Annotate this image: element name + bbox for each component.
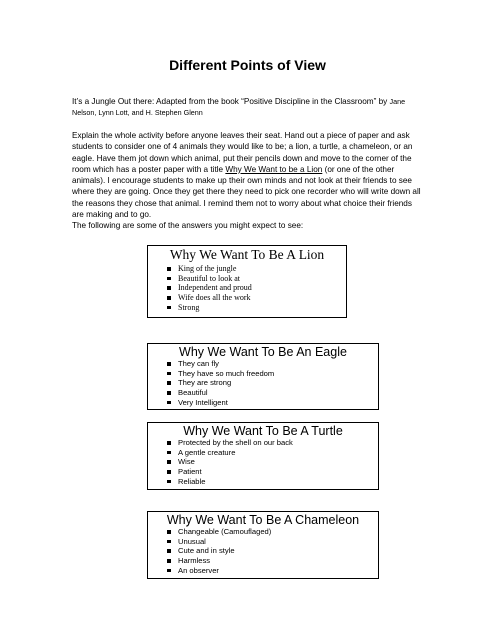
list-item: They are strong [165, 378, 274, 388]
list-item: Very Intelligent [165, 398, 274, 408]
list-item: Reliable [165, 477, 293, 487]
turtle-reasons-list [165, 438, 293, 487]
source-text: It’s a Jungle Out there: Adapted from the book “Positive Discipline in the Classroom” by [72, 97, 388, 106]
instructions-underlined-title: Why We Want to be a Lion [225, 164, 323, 174]
page-title: Different Points of View [169, 57, 326, 73]
list-item: A gentle creature [165, 448, 293, 458]
instructions-text-after: (or one of the other animals). I encourage students to make up their own minds and not look at their friends to see where they are going. Once they get there they need to pick one recorder who will write down all the reasons they chose that animal. I remind them not to worry about what choice their friends are making and to go. [72, 164, 421, 220]
list-item: Wife does all the work [165, 293, 252, 303]
source-authors: Jane Nelson, Lynn Lott, and H. Stephen Glenn [72, 97, 406, 118]
eagle-reasons-list [165, 359, 274, 408]
list-item: King of the jungle [165, 264, 252, 274]
list-item: Harmless [165, 556, 271, 566]
chameleon-box [147, 511, 379, 579]
chameleon-box-title: Why We Want To Be A Chameleon [166, 513, 360, 527]
instructions-closing: The following are some of the answers you might expect to see: [72, 221, 304, 231]
list-item: Unusual [165, 537, 271, 547]
list-item: Beautiful to look at [165, 274, 252, 284]
chameleon-reasons-list [165, 527, 271, 576]
list-item: Wise [165, 457, 293, 467]
list-item: Protected by the shell on our back [165, 438, 293, 448]
list-item: Changeable (Camouflaged) [165, 527, 271, 537]
eagle-box [147, 343, 379, 410]
list-item: Cute and in style [165, 546, 271, 556]
turtle-box [147, 422, 379, 490]
list-item: They have so much freedom [165, 369, 274, 379]
instructions-paragraph [72, 130, 424, 232]
turtle-box-title: Why We Want To Be A Turtle [183, 424, 343, 438]
list-item: Strong [165, 303, 252, 313]
list-item: They can fly [165, 359, 274, 369]
lion-reasons-list [165, 264, 252, 313]
lion-box-title: Why We Want To Be A Lion [169, 247, 325, 262]
instructions-text-before: Explain the whole activity before anyone leaves their seat. Hand out a piece of paper and ask students to consider one of 4 animals they would like to be; a lion, a turtle, a chameleon, or an eagle. Have them jot down which animal, put their pencils down and move to the corner of the room which has a poster paper with a title [72, 131, 413, 174]
eagle-box-title: Why We Want To Be An Eagle [179, 345, 347, 359]
list-item: Independent and proud [165, 283, 252, 293]
list-item: Beautiful [165, 388, 274, 398]
list-item: An observer [165, 566, 271, 576]
lion-box [147, 245, 347, 318]
source-paragraph [72, 96, 424, 119]
list-item: Patient [165, 467, 293, 477]
